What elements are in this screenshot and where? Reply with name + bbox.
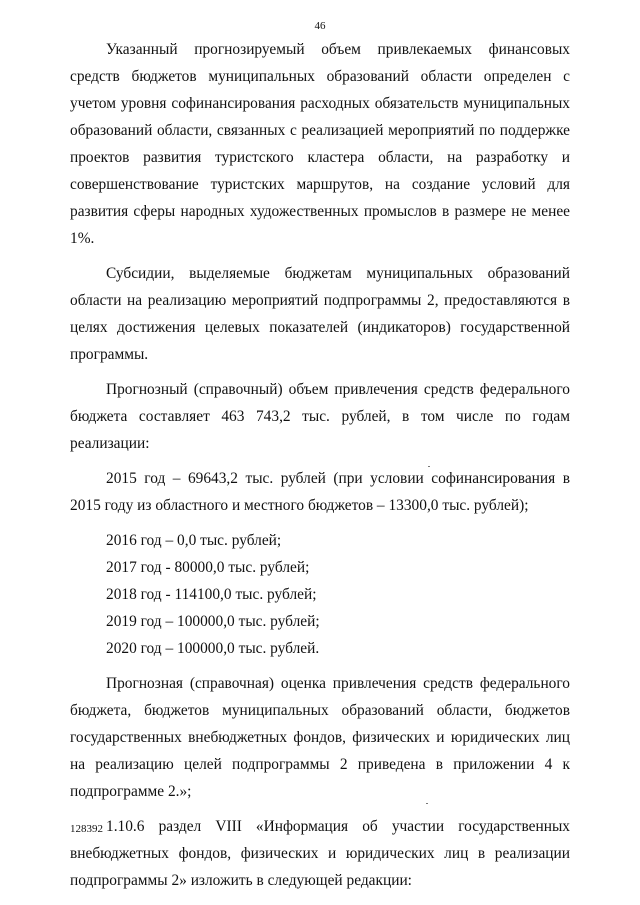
paragraph-federal-forecast: Прогнозный (справочный) объем привлечения средств федерального бюджета составляет 463 743,2 тыс. рублей, в том числе по годам реализации:	[70, 381, 570, 452]
year-item-2017: 2017 год - 80000,0 тыс. рублей;	[106, 559, 310, 576]
scan-speck	[426, 803, 428, 804]
document-code: 128392	[70, 823, 103, 835]
year-item-2016: 2016 год – 0,0 тыс. рублей;	[106, 532, 282, 549]
year-item-2015: 2015 год – 69643,2 тыс. рублей (при условии софинансирования в 2015 году из областного и местного бюджетов – 13300,0 тыс. рублей);	[70, 470, 570, 514]
page-number: 46	[314, 20, 326, 32]
year-item-2018: 2018 год - 114100,0 тыс. рублей;	[106, 586, 317, 603]
scan-speck	[428, 466, 430, 467]
document-body	[70, 36, 570, 902]
paragraph-appendix-reference: Прогнозная (справочная) оценка привлечения средств федерального бюджета, бюджетов муниципальных образований области, бюджетов государственных внебюджетных фондов, физических и юридических лиц на реализацию целей подпрограммы 2 приведена в приложении 4 к подпрограмме 2.»;	[70, 675, 570, 800]
year-item-2020: 2020 год – 100000,0 тыс. рублей.	[106, 640, 320, 657]
paragraph-subsidies: Субсидии, выделяемые бюджетам муниципальных образований области на реализацию мероприятий подпрограммы 2, предоставляются в целях достижения целевых показателей (индикаторов) государственной программы.	[70, 265, 570, 363]
paragraph-cofinancing: Указанный прогнозируемый объем привлекаемых финансовых средств бюджетов муниципальных образований области определен с учетом уровня софинансирования расходных обязательств муниципальных образований области, связанных с реализацией мероприятий по поддержке проектов развития туристского кластера области, на разработку и совершенствование туристских маршрутов, на создание условий для развития сферы народных художественных промыслов в размере не менее 1%.	[70, 41, 570, 247]
paragraph-section-amendment: 1.10.6 раздел VIII «Информация об участии государственных внебюджетных фондов, физических и юридических лиц в реализации подпрограммы 2» изложить в следующей редакции:	[70, 818, 570, 889]
year-item-2019: 2019 год – 100000,0 тыс. рублей;	[106, 613, 320, 630]
